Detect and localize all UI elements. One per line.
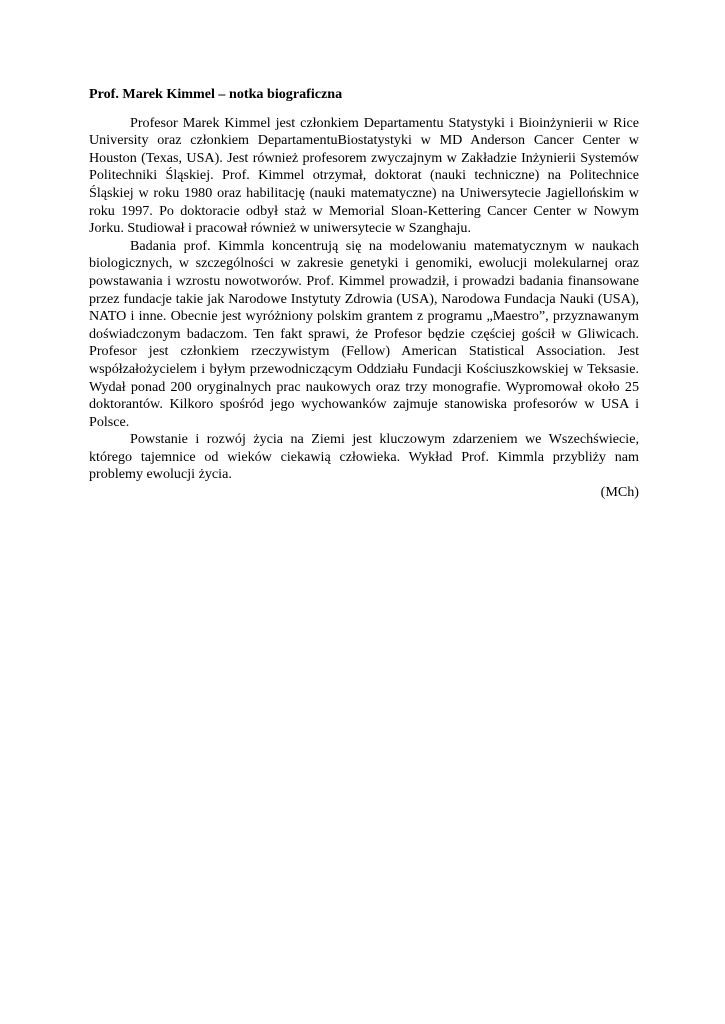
document-page: [89, 86, 639, 502]
paragraph-affiliation: Profesor Marek Kimmel jest członkiem Departamentu Statystyki i Bioinżynierii w Rice University oraz członkiem DepartamentuBiostatystyki w MD Anderson Cancer Center w Houston (Texas, USA). Jest również profesorem zwyczajnym w Zakładzie Inżynierii Systemów Politechniki Śląskiej. Prof. Kimmel otrzymał, doktorat (nauki techniczne) na Politechnice Śląskiej w roku 1980 oraz habilitację (nauki matematyczne) na Uniwersytecie Jagiellońskim w roku 1997. Po doktoracie odbył staż w Memorial Sloan-Kettering Cancer Center w Nowym Jorku. Studiował i pracował również w uniwersytecie w Szanghaju.: [89, 114, 639, 237]
paragraph-research: Badania prof. Kimmla koncentrują się na modelowaniu matematycznym w naukach biologicznych, w szczególności w zakresie genetyki i genomiki, ewolucji molekularnej oraz powstawania i wzrostu nowotworów. Prof. Kimmel prowadził, i prowadzi badania finansowane przez fundacje takie jak Narodowe Instytuty Zdrowia (USA), Narodowa Fundacja Nauki (USA), NATO i inne. Obecnie jest wyróżniony polskim grantem z programu „Maestro”, przyznawanym doświadczonym badaczom. Ten fakt sprawi, że Profesor będzie częściej gościł w Gliwicach. Profesor jest członkiem rzeczywistym (Fellow) American Statistical Association. Jest współzałożycielem i byłym przewodniczącym Oddziału Fundacji Kościuszkowskiej w Teksasie. Wydał ponad 200 oryginalnych prac naukowych oraz trzy monografie. Wypromował około 25 doktorantów. Kilkoro spośród jego wychowanków zajmuje stanowiska profesorów w USA i Polsce.: [89, 237, 639, 430]
author-signature: (MCh): [600, 484, 639, 501]
document-title: Prof. Marek Kimmel – notka biograficzna: [89, 86, 343, 102]
paragraph-lecture: Powstanie i rozwój życia na Ziemi jest kluczowym zdarzeniem we Wszechświecie, którego tajemnice od wieków ciekawią człowieka. Wykład Prof. Kimmla przybliży nam problemy ewolucji życia.: [89, 431, 639, 483]
